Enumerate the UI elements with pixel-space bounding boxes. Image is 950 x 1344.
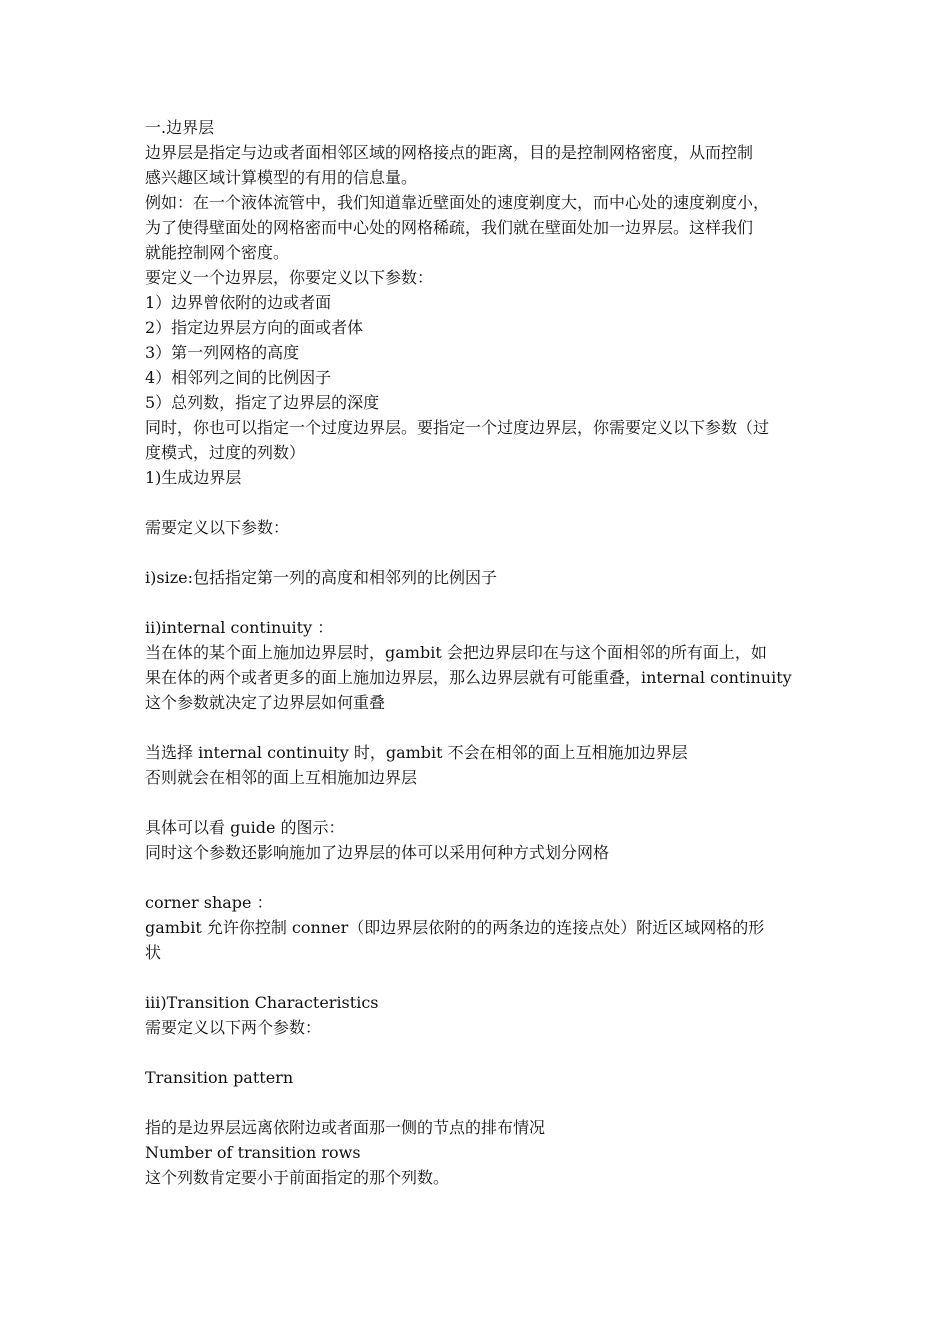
guide-line-1: 具体可以看 guide 的图示： — [145, 818, 345, 837]
need-params-line: 需要定义以下参数： — [145, 518, 290, 537]
example-line-3: 就能控制网个密度。 — [145, 243, 290, 262]
generate-heading: 1)生成边界层 — [145, 468, 242, 487]
transition-rows-heading: Number of transition rows — [145, 1143, 361, 1162]
spacer — [145, 965, 813, 990]
example-line-2: 为了使得壁面处的网格密而中心处的网格稀疏，我们就在壁面处加一边界层。这样我们 — [145, 218, 754, 237]
size-item: i)size:包括指定第一列的高度和相邻列的比例因子 — [145, 568, 497, 587]
transition-pattern-heading: Transition pattern — [145, 1068, 294, 1087]
transition-pattern-desc: 指的是边界层远离依附边或者面那一侧的节点的排布情况 — [145, 1118, 546, 1137]
document-page — [145, 115, 813, 1190]
intro-line-1: 边界层是指定与边或者面相邻区域的网格接点的距离，目的是控制网格密度，从而控制 — [145, 143, 754, 162]
intro-line-2: 感兴趣区域计算模型的有用的信息量。 — [145, 168, 418, 187]
param-item-1: 1）边界曾依附的边或者面 — [145, 293, 332, 312]
spacer — [145, 865, 813, 890]
spacer — [145, 1040, 813, 1065]
transition-line-2: 度模式，过度的列数） — [145, 443, 306, 462]
example-line-1: 例如：在一个液体流管中，我们知道靠近壁面处的速度剃度大，而中心处的速度剃度小， — [145, 193, 770, 212]
param-item-3: 3）第一列网格的高度 — [145, 343, 300, 362]
params-intro: 要定义一个边界层，你要定义以下参数： — [145, 268, 434, 287]
spacer — [145, 540, 813, 565]
spacer — [145, 490, 813, 515]
section-heading: 一.边界层 — [145, 118, 215, 137]
spacer — [145, 1090, 813, 1115]
select-line-2: 否则就会在相邻的面上互相施加边界层 — [145, 768, 418, 787]
guide-line-2: 同时这个参数还影响施加了边界层的体可以采用何种方式划分网格 — [145, 843, 610, 862]
corner-line-2: 状 — [145, 943, 162, 962]
corner-heading: corner shape ： — [145, 893, 273, 912]
param-item-4: 4）相邻列之间的比例因子 — [145, 368, 332, 387]
transition-rows-desc: 这个列数肯定要小于前面指定的那个列数。 — [145, 1168, 450, 1187]
continuity-line-3: 这个参数就决定了边界层如何重叠 — [145, 693, 386, 712]
transition-line-1: 同时，你也可以指定一个过度边界层。要指定一个过度边界层，你需要定义以下参数（过 — [145, 418, 770, 437]
spacer — [145, 590, 813, 615]
continuity-line-2: 果在体的两个或者更多的面上施加边界层，那么边界层就有可能重叠，internal continuity — [145, 668, 792, 687]
corner-line-1: gambit 允许你控制 conner（即边界层依附的的两条边的连接点处）附近区域网格的形 — [145, 918, 765, 937]
spacer — [145, 715, 813, 740]
transition-characteristics-heading: iii)Transition Characteristics — [145, 993, 379, 1012]
continuity-heading: ii)internal continuity ： — [145, 618, 334, 637]
continuity-line-1: 当在体的某个面上施加边界层时，gambit 会把边界层印在与这个面相邻的所有面上，如 — [145, 643, 767, 662]
spacer — [145, 790, 813, 815]
tc-need-line: 需要定义以下两个参数： — [145, 1018, 322, 1037]
select-line-1: 当选择 internal continuity 时，gambit 不会在相邻的面上互相施加边界层 — [145, 743, 688, 762]
param-item-2: 2）指定边界层方向的面或者体 — [145, 318, 364, 337]
param-item-5: 5）总列数，指定了边界层的深度 — [145, 393, 380, 412]
